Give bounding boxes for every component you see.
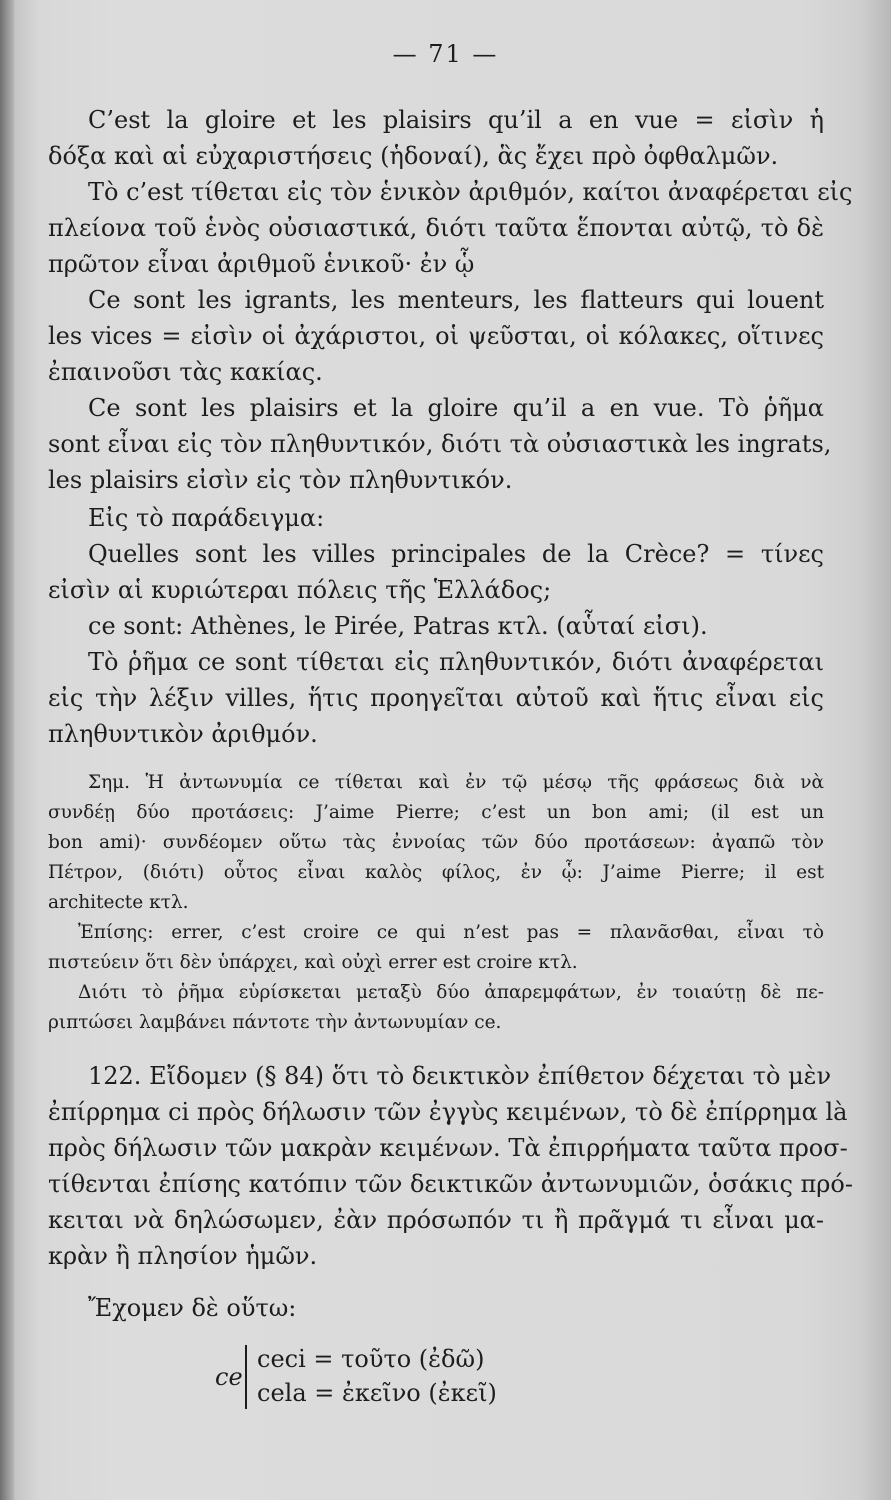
brace-row-ceci: ceci = τοῦτο (ἐδῶ) (257, 1345, 485, 1373)
brace-icon (245, 1345, 253, 1409)
text-line: Ἔχομεν δὲ οὕτω: (88, 1294, 297, 1322)
page-gutter (0, 0, 14, 1500)
text-line: τίθενται ἐπίσης κατόπιν τῶν δεικτικῶν ἀντωνυμιῶν, ὁσάκις πρό- (48, 1170, 853, 1198)
section-122 (48, 1058, 853, 1274)
text-line: les plaisirs εἰσὶν εἰς τὸν πληθυντικόν. (48, 466, 513, 494)
text-line: Τὸ c’est τίθεται εἰς τὸν ἑνικὸν ἀριθμόν, καίτοι ἀναφέρεται εἰς (88, 178, 853, 206)
page-number: — 71 — (392, 40, 499, 68)
paragraph-6 (48, 536, 824, 644)
text-line: Τὸ ῥῆμα ce sont τίθεται εἰς πληθυντικόν, διότι ἀναφέρεται (88, 648, 824, 676)
text-line: Ἐπίσης: errer, c’est croire ce qui n’est pas = πλανᾶσθαι, εἶναι τὸ (78, 922, 824, 943)
text-line: πλείονα τοῦ ἑνὸς οὐσιαστικά, διότι ταῦτα ἕπονται αὐτῷ, τὸ δὲ (48, 214, 824, 242)
text-line: δόξα καὶ αἱ εὐχαριστήσεις (ἡδοναί), ἃς ἔχει πρὸ ὀφθαλμῶν. (48, 142, 779, 170)
text-line: πρῶτον εἶναι ἀριθμοῦ ἑνικοῦ· ἐν ᾧ (48, 250, 475, 278)
text-line: πληθυντικὸν ἀριθμόν. (48, 720, 318, 748)
closing-intro (48, 1290, 824, 1326)
text-line: πρὸς δήλωσιν τῶν μακρὰν κειμένων. Τὰ ἐπιρρήματα ταῦτα προσ- (48, 1134, 848, 1162)
text-line: ριπτώσει λαμβάνει πάντοτε τὴν ἀντωνυμίαν ce. (48, 1012, 502, 1033)
text-line: sont εἶναι εἰς τὸν πληθυντικόν, διότι τὰ οὐσιαστικὰ les ingrats, (48, 430, 832, 458)
paragraph-3 (48, 282, 824, 390)
text-line: Διότι τὸ ῥῆμα εὑρίσκεται μεταξὺ δύο ἀπαρεμφάτων, ἐν τοιαύτῃ δὲ πε- (78, 982, 824, 1003)
text-line: εἰσὶν αἱ κυριώτεραι πόλεις τῆς Ἑλλάδος; (48, 576, 552, 604)
text-line: Ce sont les plaisirs et la gloire qu’il a en vue. Τὸ ῥῆμα (88, 394, 824, 422)
paragraph-4 (48, 390, 832, 498)
text-line: Εἰς τὸ παράδειγμα: (88, 504, 325, 532)
text-line: architecte κτλ. (48, 892, 189, 913)
text-line: C’est la gloire et les plaisirs qu’il a en vue = εἰσὶν ἡ (88, 106, 824, 134)
text-line: les vices = εἰσὶν οἱ ἀχάριστοι, οἱ ψεῦσται, οἱ κόλακες, οἵτινες (48, 322, 824, 350)
text-line: 122. Εἴδομεν (§ 84) ὅτι τὸ δεικτικὸν ἐπίθετον δέχεται τὸ μὲν (88, 1062, 832, 1090)
text-line: ἐπαινοῦσι τὰς κακίας. (48, 358, 323, 386)
brace-prefix: ce (215, 1363, 243, 1391)
ce-brace-group (215, 1345, 515, 1415)
footnote (48, 768, 824, 1038)
text-line: κειται νὰ δηλώσωμεν, ἐὰν πρόσωπόν τι ἢ πρᾶγμά τι εἶναι μα- (48, 1206, 824, 1234)
text-line: κρὰν ἢ πλησίον ἡμῶν. (48, 1242, 318, 1270)
paragraph-1 (48, 102, 824, 174)
text-line: ἐπίρρημα ci πρὸς δήλωσιν τῶν ἐγγὺς κειμένων, τὸ δὲ ἐπίρρημα là (48, 1098, 848, 1126)
text-line: Πέτρον, (διότι) οὗτος εἶναι καλὸς φίλος, ἐν ᾧ: J’aime Pierre; il est (48, 862, 824, 883)
text-line: Σημ. Ἡ ἀντωνυμία ce τίθεται καὶ ἐν τῷ μέσῳ τῆς φράσεως διὰ νὰ (88, 772, 824, 793)
paragraph-5 (48, 500, 824, 536)
text-line: ce sont: Athènes, le Pirée, Patras κτλ. (αὗταί εἰσι). (88, 612, 708, 640)
text-line: πιστεύειν ὅτι δὲν ὑπάρχει, καὶ οὐχὶ errer est croire κτλ. (48, 952, 578, 973)
text-line: Ce sont les igrants, les menteurs, les flatteurs qui louent (88, 286, 824, 314)
text-line: Quelles sont les villes principales de la Crèce? = τίνες (88, 540, 824, 568)
text-line: συνδέῃ δύο προτάσεις: J’aime Pierre; c’est un bon ami; (il est un (48, 802, 824, 823)
paragraph-2 (48, 174, 853, 282)
paragraph-7 (48, 644, 824, 752)
text-line: bon ami)· συνδέομεν οὕτω τὰς ἐννοίας τῶν δύο προτάσεων: ἀγαπῶ τὸν (48, 832, 824, 853)
text-line: εἰς τὴν λέξιν villes, ἥτις προηγεῖται αὐτοῦ καὶ ἥτις εἶναι εἰς (48, 684, 824, 712)
brace-row-cela: cela = ἐκεῖνο (ἐκεῖ) (257, 1379, 497, 1407)
